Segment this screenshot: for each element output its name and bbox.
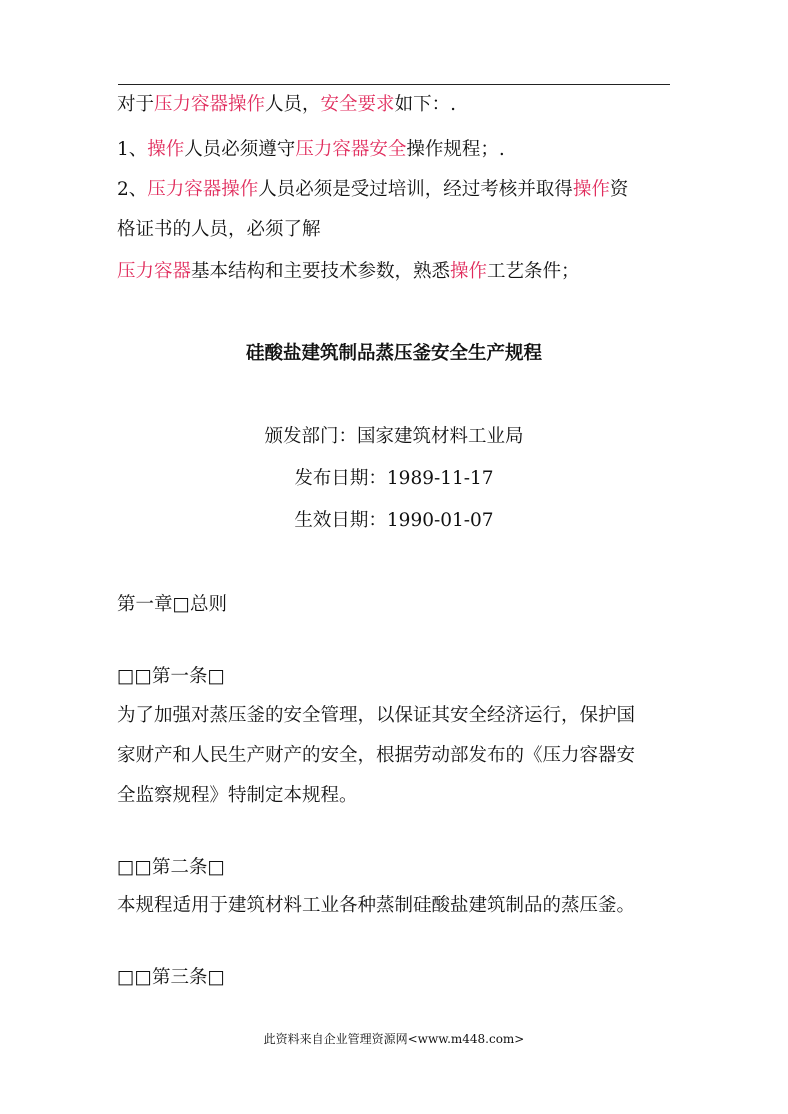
intro-line-5: [117, 263, 580, 282]
text-segment: 格证书的人员，必须了解: [117, 219, 321, 240]
text-segment: 人员必须是受过培训，经过考核并取得: [258, 179, 573, 200]
text-segment: 基本结构和主要技术参数，熟悉: [191, 261, 451, 282]
article-1-text-line: 全监察规程》特制定本规程。: [117, 785, 358, 806]
highlighted-term: 压力容器操作: [147, 179, 259, 200]
publish-date: 发布日期：1989-11-17: [294, 468, 494, 489]
intro-line-3: [117, 181, 628, 200]
text-segment: 资: [609, 179, 629, 200]
header-rule: [118, 84, 670, 85]
highlighted-term: 操作: [147, 139, 185, 160]
text-segment: 人员，: [265, 94, 321, 115]
effective-date: 生效日期：1990-01-07: [294, 510, 494, 531]
document-title: 硅酸盐建筑制品蒸压釜安全生产规程: [245, 343, 542, 364]
text-segment: 操作规程；.: [406, 139, 505, 160]
highlighted-term: 压力容器安全: [295, 139, 407, 160]
highlighted-term: 压力容器操作: [154, 94, 266, 115]
article-2-heading: □□第二条□: [117, 857, 225, 878]
article-2-text-line: 本规程适用于建筑材料工业各种蒸制硅酸盐建筑制品的蒸压釜。: [117, 895, 636, 916]
article-1-text-line: 家财产和人民生产财产的安全，根据劳动部发布的《压力容器安: [117, 745, 636, 766]
intro-line-1: [117, 96, 456, 115]
text-segment: 对于: [117, 94, 155, 115]
chapter-heading: 第一章□总则: [117, 594, 227, 615]
article-3-heading: □□第三条□: [117, 967, 225, 988]
intro-line-2: [117, 141, 505, 160]
highlighted-term: 安全要求: [320, 94, 395, 115]
text-segment: 1、: [117, 139, 148, 160]
text-segment: 人员必须遵守: [184, 139, 296, 160]
article-1-text-line: 为了加强对蒸压釜的安全管理，以保证其安全经济运行，保护国: [117, 705, 636, 726]
text-segment: 如下：.: [394, 94, 456, 115]
text-segment: 2、: [117, 179, 148, 200]
intro-line-4: [117, 221, 321, 240]
highlighted-term: 压力容器: [117, 261, 192, 282]
text-segment: 工艺条件；: [487, 261, 580, 282]
issuer-line: 颁发部门：国家建筑材料工业局: [264, 426, 524, 447]
highlighted-term: 操作: [450, 261, 488, 282]
article-1-heading: □□第一条□: [117, 666, 225, 687]
page-footer: 此资料来自企业管理资源网<www.m448.com>: [263, 1032, 525, 1046]
highlighted-term: 操作: [572, 179, 610, 200]
